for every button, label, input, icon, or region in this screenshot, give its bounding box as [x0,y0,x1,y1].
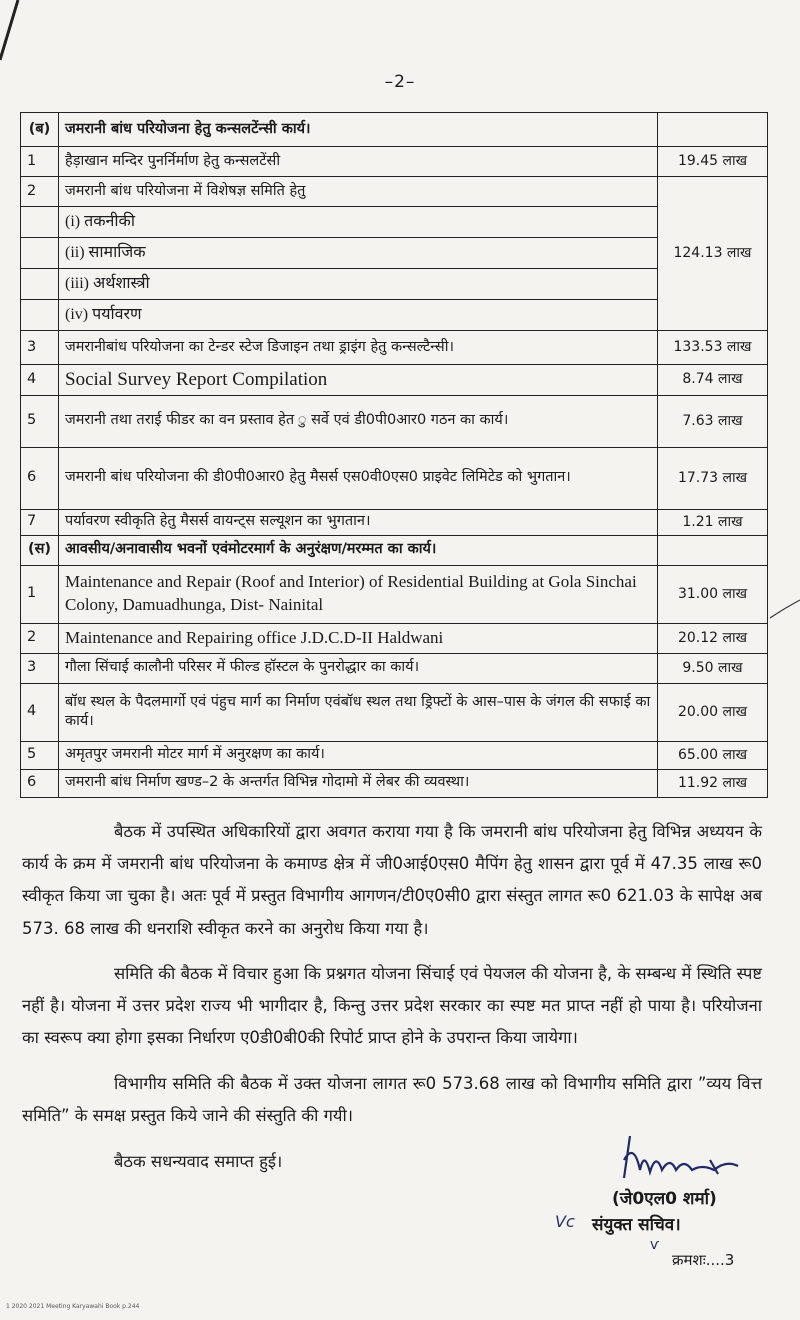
table-row [21,565,768,623]
table-row [21,147,768,177]
table-row [21,509,768,535]
initial-mark: Vc [555,1212,575,1231]
row-desc: जमरानी बांध परियोजना की डी0पी0आर0 हेतु मैसर्स एस0वी0एस0 प्राइवेट लिमिटेड को भुगतान। [59,447,658,509]
section-s-header [21,535,768,565]
row-desc: गौला सिंचाई कालौनी परिसर में फील्ड हॉस्टल के पुनरोद्धार का कार्य। [59,653,658,683]
row-amount: 9.50 लाख [658,653,768,683]
subitem: (iii) अर्थशास्त्री [59,269,658,300]
row-sn-blank [21,238,59,269]
section-b-header [21,113,768,147]
row-desc: Social Survey Report Compilation [59,365,658,396]
table-row [21,741,768,769]
row-desc: Maintenance and Repair (Roof and Interior) of Residential Building at Gola Sinchai Colony, Damuadhunga, Dist- Nainital [59,565,658,623]
row-amount: 19.45 लाख [658,147,768,177]
row-sn: 4 [21,365,59,396]
table-subrow [21,269,768,300]
section-b-amount-blank [658,113,768,147]
subitem: (iv) पर्यावरण [59,300,658,331]
row-desc: जमरानी बांध निर्माण खण्ड–2 के अन्तर्गत विभिन्न गोदामो में लेबर की व्यवस्था। [59,769,658,797]
table-row [21,331,768,365]
table-row [21,653,768,683]
works-table [20,112,768,798]
table-row [21,769,768,797]
subitem: (ii) सामाजिक [59,238,658,269]
paragraph-3: विभागीय समिति की बैठक में उक्त योजना लागत रू0 573.68 लाख को विभागीय समिति द्वारा ”व्यय वित्त समिति” के समक्ष प्रस्तुत किये जाने की संस्तुति की गयी। [22,1074,762,1126]
row-desc: पर्यावरण स्वीकृति हेतु मैसर्स वायन्ट्स सल्यूशन का भुगतान। [59,509,658,535]
paragraph-2: समिति की बैठक में विचार हुआ कि प्रश्नगत योजना सिंचाई एवं पेयजल की योजना है, के सम्बन्ध में स्थिति स्पष्ट नहीं है। योजना में उत्तर प्रदेश राज्य भी भागीदार है, किन्तु उत्तर प्रदेश सरकार का स्पष्ट मत प्राप्त नहीं हो पाया है। परियोजना का स्वरूप क्या होगा इसका निर्धारण ए0डी0बी0की रिपोर्ट प्राप्त होने के उपरान्त किया जायेगा। [22,964,762,1048]
row-sn: 2 [21,177,59,207]
row-desc: अमृतपुर जमरानी मोटर मार्ग में अनुरक्षण का कार्य। [59,741,658,769]
row-amount: 17.73 लाख [658,447,768,509]
subitem: (i) तकनीकी [59,207,658,238]
section-b-label: (ब) [21,113,59,147]
row-sn: 5 [21,395,59,447]
row-amount: 11.92 लाख [658,769,768,797]
page-number: –2– [384,72,416,92]
paragraph-1: बैठक में उपस्थित अधिकारियों द्वारा अवगत कराया गया है कि जमरानी बांध परियोजना हेतु विभिन्न अध्ययन के कार्य के क्रम में जमरानी बांध परियोजना के कमाण्ड क्षेत्र में जी0आई0एस0 मैपिंग हेतु शासन द्वारा पूर्व में 47.35 लाख रू0 स्वीकृत किया जा चुका है। अतः पूर्व में प्रस्तुत विभागीय आगणन/टी0ए0सी0 द्वारा संस्तुत लागत रू0 621.03 के सापेक्ष अब 573. 68 लाख की धनराशि स्वीकृत करने का अनुरोध किया गया है। [22,822,762,938]
row-amount: 8.74 लाख [658,365,768,396]
row-sn: 3 [21,653,59,683]
section-s-amount-blank [658,535,768,565]
footer-text: 1 2020 2021 Meeting Karyawahi Book p.244 [6,1303,140,1310]
row-desc: Maintenance and Repairing office J.D.C.D-II Haldwani [59,623,658,653]
tick-mark: ѵ [650,1237,660,1253]
section-s-label: (स) [21,535,59,565]
row-amount: 20.00 लाख [658,683,768,741]
row-amount: 20.12 लाख [658,623,768,653]
row-sn: 4 [21,683,59,741]
row-sn-blank [21,300,59,331]
paragraph-4: बैठक सधन्यवाद समाप्त हुई। [114,1152,283,1171]
row-amount: 1.21 लाख [658,509,768,535]
row-sn: 6 [21,447,59,509]
table-subrow [21,300,768,331]
table-row [21,177,768,207]
table-row [21,365,768,396]
section-b-title: जमरानी बांध परियोजना हेतु कन्सलटेंन्सी कार्य। [59,113,658,147]
row-sn: 5 [21,741,59,769]
row-sn: 1 [21,565,59,623]
continuation-marker: क्रमशः....3 [672,1251,735,1269]
section-s-title: आवसीय/अनावासीय भवनों एवंमोटरमार्ग के अनुरंक्षण/मरम्मत का कार्य। [59,535,658,565]
row-desc: हैड़ाखान मन्दिर पुनर्निर्माण हेतु कन्सलटेंसी [59,147,658,177]
row-amount: 31.00 लाख [658,565,768,623]
row-amount: 7.63 लाख [658,395,768,447]
row-sn: 7 [21,509,59,535]
row-desc: जमरानी तथा तराई फीडर का वन प्रस्ताव हेत ु सर्वे एवं डी0पी0आर0 गठन का कार्य। [59,395,658,447]
table-row [21,395,768,447]
row-sn-blank [21,207,59,238]
row-sn: 1 [21,147,59,177]
row-desc: बॉध स्थल के पैदलमार्गो एवं पंहुच मार्ग का निर्माण एवंबॉध स्थल तथा ड्रिफ्टों के आस–पास के जंगल की सफाई का कार्य। [59,683,658,741]
row-amount: 65.00 लाख [658,741,768,769]
table-row [21,623,768,653]
signature-scribble [610,1130,760,1190]
row-sn: 3 [21,331,59,365]
row-sn: 2 [21,623,59,653]
table-subrow [21,207,768,238]
row-sn: 6 [21,769,59,797]
row-desc: जमरानी बांध परियोजना में विशेषज्ञ समिति हेतु [59,177,658,207]
table-row [21,447,768,509]
table-subrow [21,238,768,269]
row-amount: 124.13 लाख [658,177,768,331]
row-desc: जमरानीबांध परियोजना का टेन्डर स्टेज डिजाइन तथा ड्राइंग हेतु कन्सल्टैन्सी। [59,331,658,365]
signatory-designation: संयुक्त सचिव। [592,1215,681,1235]
row-sn-blank [21,269,59,300]
signatory-name: (जे0एल0 शर्मा) [612,1189,717,1209]
row-amount: 133.53 लाख [658,331,768,365]
table-row [21,683,768,741]
